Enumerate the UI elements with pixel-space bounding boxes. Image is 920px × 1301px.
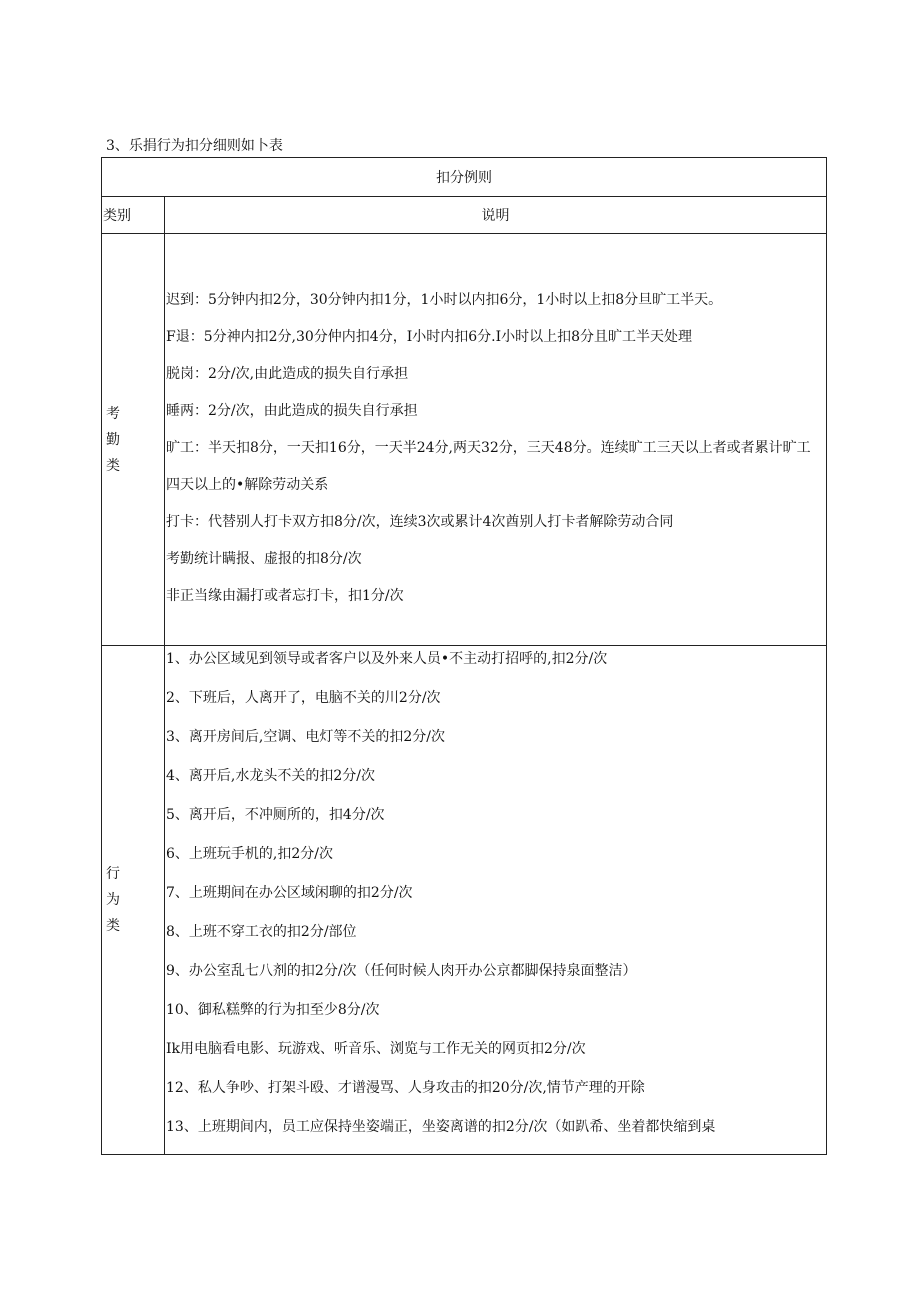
rule-item: 8、上班不穿工衣的扣2分/部位 bbox=[166, 924, 357, 940]
rule-item: Ik用电脑看电影、玩游戏、听音乐、浏览与工作无关的网页扣2分/次 bbox=[166, 1041, 586, 1057]
rule-item: 13、上班期间内，员工应保持坐姿端正，坐姿离谱的扣2分/次（如趴希、坐着都快缩到桌 bbox=[166, 1119, 716, 1135]
deduction-rules-table bbox=[101, 157, 827, 1155]
table-title: 扣分例则 bbox=[102, 158, 827, 197]
section-heading: 3、乐捐行为扣分细则如卜表 bbox=[106, 138, 283, 154]
rule-item: 5、离开后，不冲厕所的，扣4分/次 bbox=[166, 807, 385, 823]
items-cell-attendance bbox=[165, 234, 827, 646]
rule-item: 考勤统计瞒报、虚报的扣8分/次 bbox=[166, 551, 362, 567]
rule-list-behavior bbox=[166, 646, 826, 1153]
category-cell-behavior bbox=[102, 646, 165, 1155]
rule-item: 4、离开后,水龙头不关的扣2分/次 bbox=[166, 768, 375, 784]
rule-item: 睡两：2分/次，由此造成的损失自行承担 bbox=[166, 403, 418, 419]
rule-item: 7、上班期间在办公区域闲聊的扣2分/次 bbox=[166, 885, 413, 901]
category-label-attendance: 考勤类 bbox=[106, 405, 120, 474]
table-title-row bbox=[102, 158, 827, 197]
rule-item: 9、办公室乱七八剂的扣2分/次（任何时候人肉开办公京都脚保持泉面整洁） bbox=[166, 963, 637, 979]
rule-item: 旷工：半天扣8分，一天扣16分，一天半24分,两天32分，三天48分。连续旷工三天以上者或者累计旷工四天以上的•解除劳动关系 bbox=[166, 440, 811, 493]
rule-item: F退：5分神内扣2分,30分仲内扣4分，I小时内扣6分.I小时以上扣8分且旷工半天处理 bbox=[166, 329, 693, 345]
rule-item: 非正当缘由漏打或者忘打卡，扣1分/次 bbox=[166, 588, 404, 604]
rule-item: 6、上班玩手机的,扣2分/次 bbox=[166, 846, 333, 862]
category-label-behavior: 行为类 bbox=[106, 866, 120, 934]
rule-item: 1、办公区域见到领导或者客户以及外来人员•不主动打招呼的,扣2分/次 bbox=[166, 651, 608, 667]
rule-item: 3、离开房间后,空调、电灯等不关的扣2分/次 bbox=[166, 729, 445, 745]
rule-item: 12、私人争吵、打架斗殴、才谱漫骂、人身攻击的扣20分/次,情节产理的开除 bbox=[166, 1080, 645, 1096]
section-row-attendance bbox=[102, 234, 827, 646]
header-description: 说明 bbox=[165, 197, 827, 234]
header-category: 类别 bbox=[102, 197, 165, 234]
table-header-row bbox=[102, 197, 827, 234]
section-row-behavior bbox=[102, 646, 827, 1155]
rule-item: 脱岗：2分/次,由此造成的损失自行承担 bbox=[166, 366, 409, 382]
category-cell-attendance bbox=[102, 234, 165, 646]
rule-item: 打卡：代替别人打卡双方扣8分/次，连续3次或累计4次酋别人打卡者解除劳动合同 bbox=[166, 514, 674, 530]
items-cell-behavior bbox=[165, 646, 827, 1155]
rule-item: 迟到：5分钟内扣2分，30分钟内扣1分，1小时以内扣6分，1小时以上扣8分旦旷工半天。 bbox=[166, 292, 723, 308]
rule-item: 10、御私糕弊的行为扣至少8分/次 bbox=[166, 1002, 380, 1018]
rule-item: 2、下班后，人离开了，电脑不关的川2分/次 bbox=[166, 690, 441, 706]
rule-list-attendance bbox=[166, 234, 826, 645]
